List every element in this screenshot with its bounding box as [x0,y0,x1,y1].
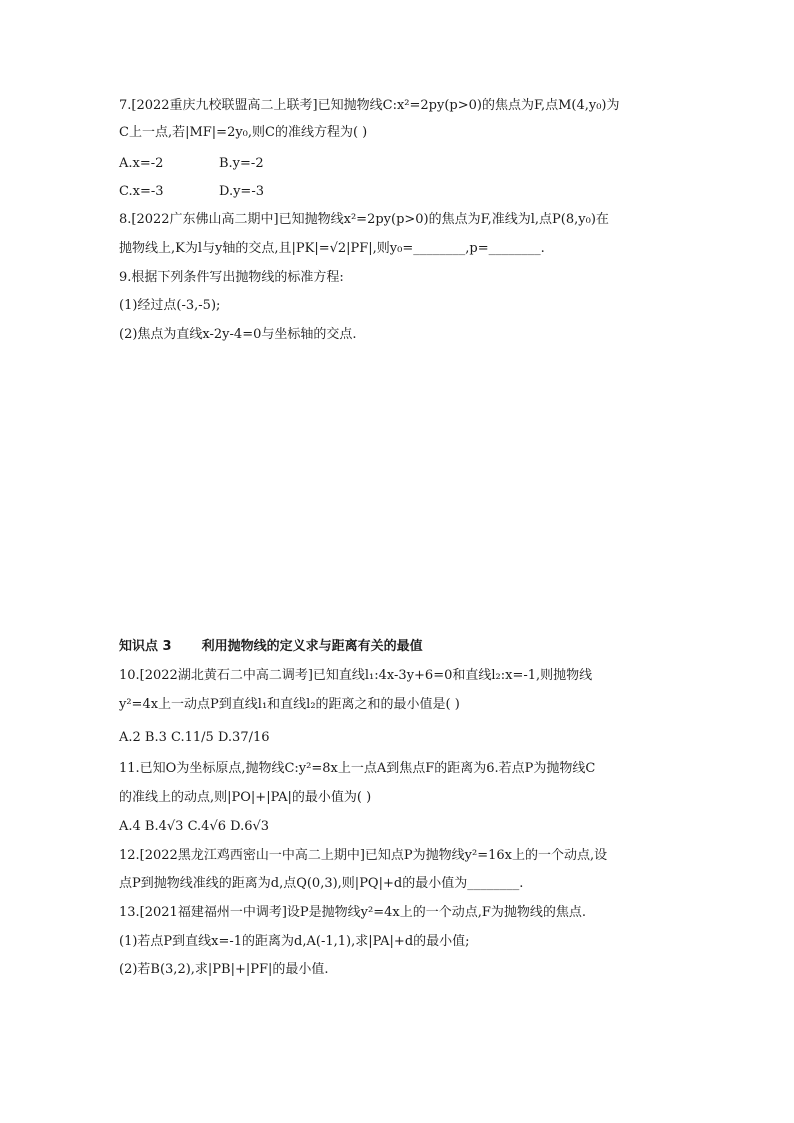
question-7-option-b: B.y=-2 [219,156,264,171]
question-7-option-c: C.x=-3 [119,184,164,199]
question-13-part-1: (1)若点P到直线x=-1的距离为d,A(-1,1),求|PA|+d的最小值; [119,934,470,949]
question-10-line-2: y²=4x上一动点P到直线l₁和直线l₂的距离之和的最小值是( ) [119,697,460,712]
question-7-option-d: D.y=-3 [219,184,264,199]
question-9-part-1: (1)经过点(-3,-5); [119,298,221,313]
question-12-line-1: 12.[2022黑龙江鸡西密山一中高二上期中]已知点P为抛物线y²=16x上的一个动点,设 [119,848,608,863]
question-12-line-2: 点P到抛物线准线的距离为d,点Q(0,3),则|PQ|+d的最小值为________. [119,876,524,891]
question-9-line-1: 9.根据下列条件写出抛物线的标准方程: [119,270,344,285]
question-13-line-1: 13.[2021福建福州一中调考]设P是抛物线y²=4x上的一个动点,F为抛物线的焦点. [119,905,586,920]
question-13-part-2: (2)若B(3,2),求|PB|+|PF|的最小值. [119,962,329,977]
question-10-line-1: 10.[2022湖北黄石二中高二调考]已知直线l₁:4x-3y+6=0和直线l₂:x=-1,则抛物线 [119,668,593,683]
question-7-line-1: 7.[2022重庆九校联盟高二上联考]已知抛物线C:x²=2py(p>0)的焦点为F,点M(4,y₀)为 [119,98,620,113]
question-11-line-2: 的准线上的动点,则|PO|+|PA|的最小值为( ) [119,790,372,805]
section-title: 利用抛物线的定义求与距离有关的最值 [201,639,423,654]
question-11-line-1: 11.已知O为坐标原点,抛物线C:y²=8x上一点A到焦点F的距离为6.若点P为抛物线C [119,761,596,776]
section-label: 知识点 3 [119,639,172,654]
question-9-part-2: (2)焦点为直线x-2y-4=0与坐标轴的交点. [119,327,357,342]
question-7-line-2: C上一点,若|MF|=2y₀,则C的准线方程为( ) [119,125,368,140]
question-11-options: A.4 B.4√3 C.4√6 D.6√3 [119,819,270,834]
question-8-line-1: 8.[2022广东佛山高二期中]已知抛物线x²=2py(p>0)的焦点为F,准线为l,点P(8,y₀)在 [119,212,609,227]
question-10-options: A.2 B.3 C.11/5 D.37/16 [119,730,270,745]
question-7-option-a: A.x=-2 [119,156,164,171]
question-8-line-2: 抛物线上,K为l与y轴的交点,且|PK|=√2|PF|,则y₀=________,p=________. [119,241,545,256]
section-heading [119,638,423,656]
